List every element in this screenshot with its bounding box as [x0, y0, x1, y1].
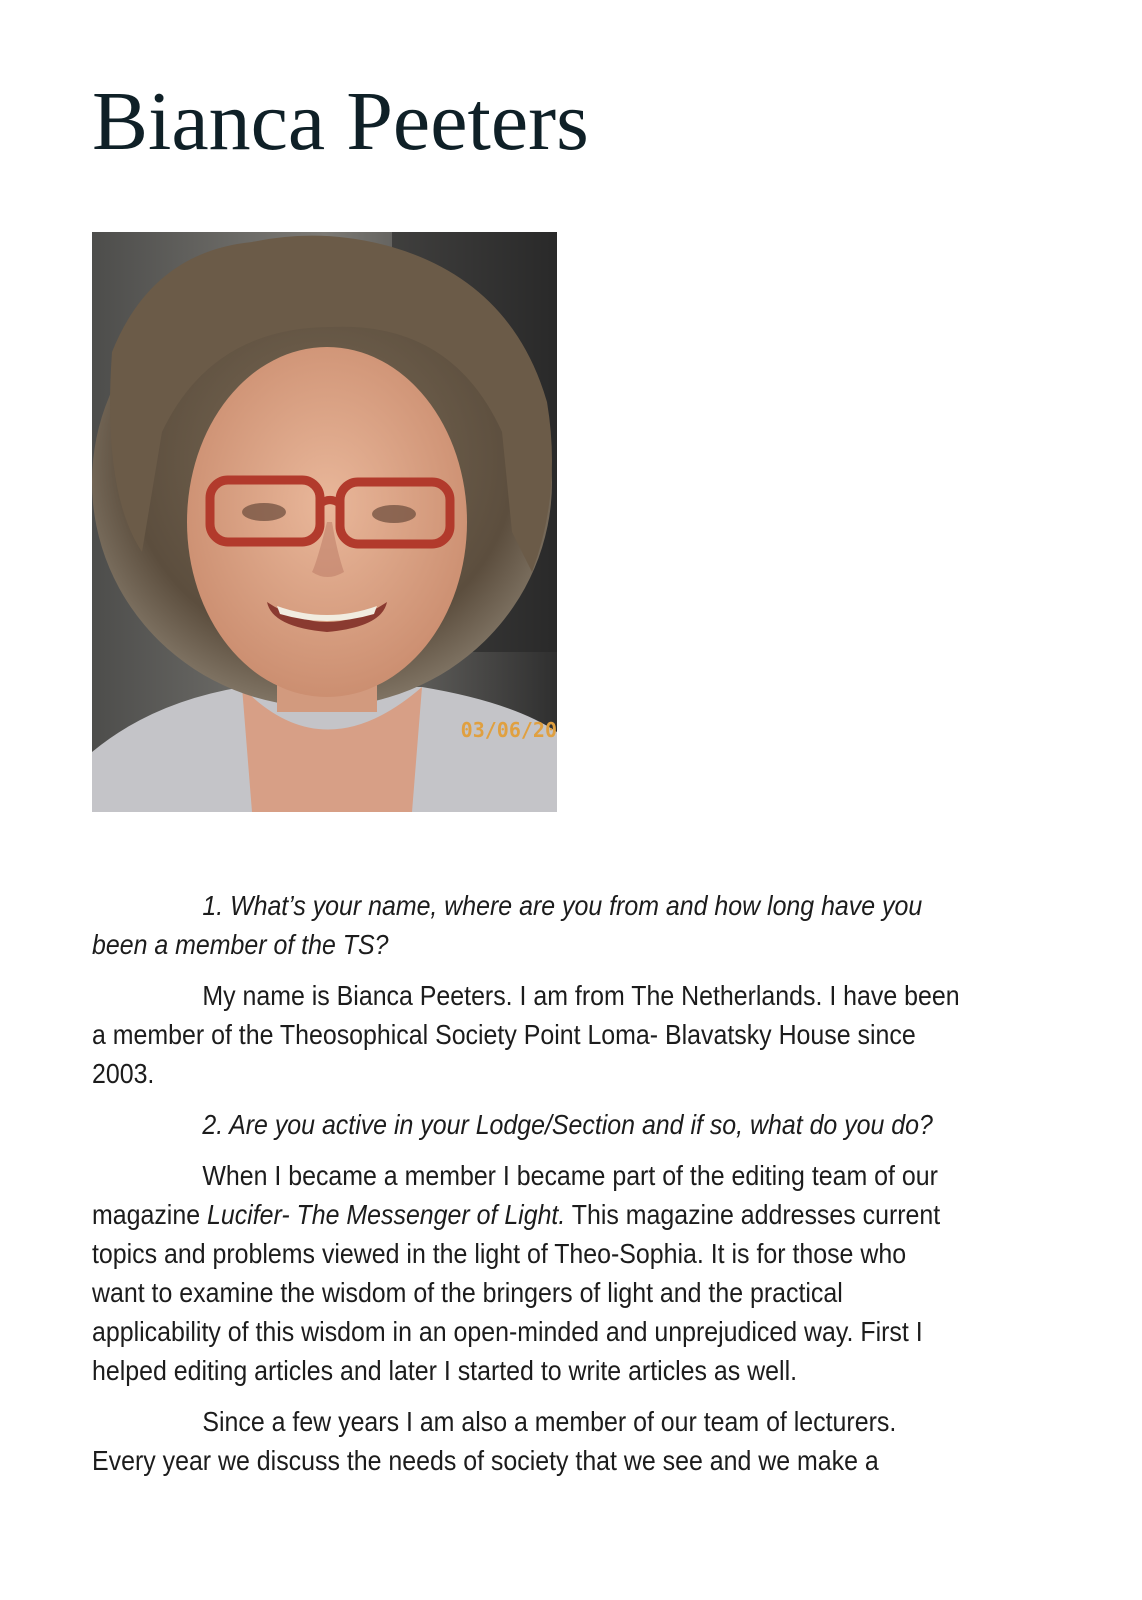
page-title: Bianca Peeters [92, 75, 589, 168]
magazine-title: Lucifer- The Messenger of Light. [206, 1199, 566, 1230]
answer-1: My name is Bianca Peeters. I am from The Netherlands. I have been a member of the Theosophical Society Point Loma- Blavatsky House since 2003. [92, 980, 960, 1089]
question-1: 1. What’s your name, where are you from and how long have you been a member of the TS? [92, 890, 923, 960]
answer-3: Since a few years I am also a member of our team of lecturers. Every year we discuss the needs of society that we see and we make a [92, 1406, 897, 1476]
question-2: 2. Are you active in your Lodge/Section and if so, what do you do? [202, 1109, 933, 1140]
portrait-photo [92, 232, 557, 812]
answer-2-text-after: This magazine addresses current topics and problems viewed in the light of Theo-Sophia. It is for those who want to examine the wisdom of the bringers of light and the practical applicability of this wisdom in an open-minded and unprejudiced way. First I helped editing articles and later I started to write articles as well. [92, 1199, 941, 1386]
interview-text [92, 886, 960, 1492]
answer-2 [92, 1156, 960, 1390]
photo-date-stamp: 03/06/20 [460, 718, 557, 742]
answer-2-text-before: When I became a member I became part of the editing team of our magazine [92, 1160, 938, 1230]
